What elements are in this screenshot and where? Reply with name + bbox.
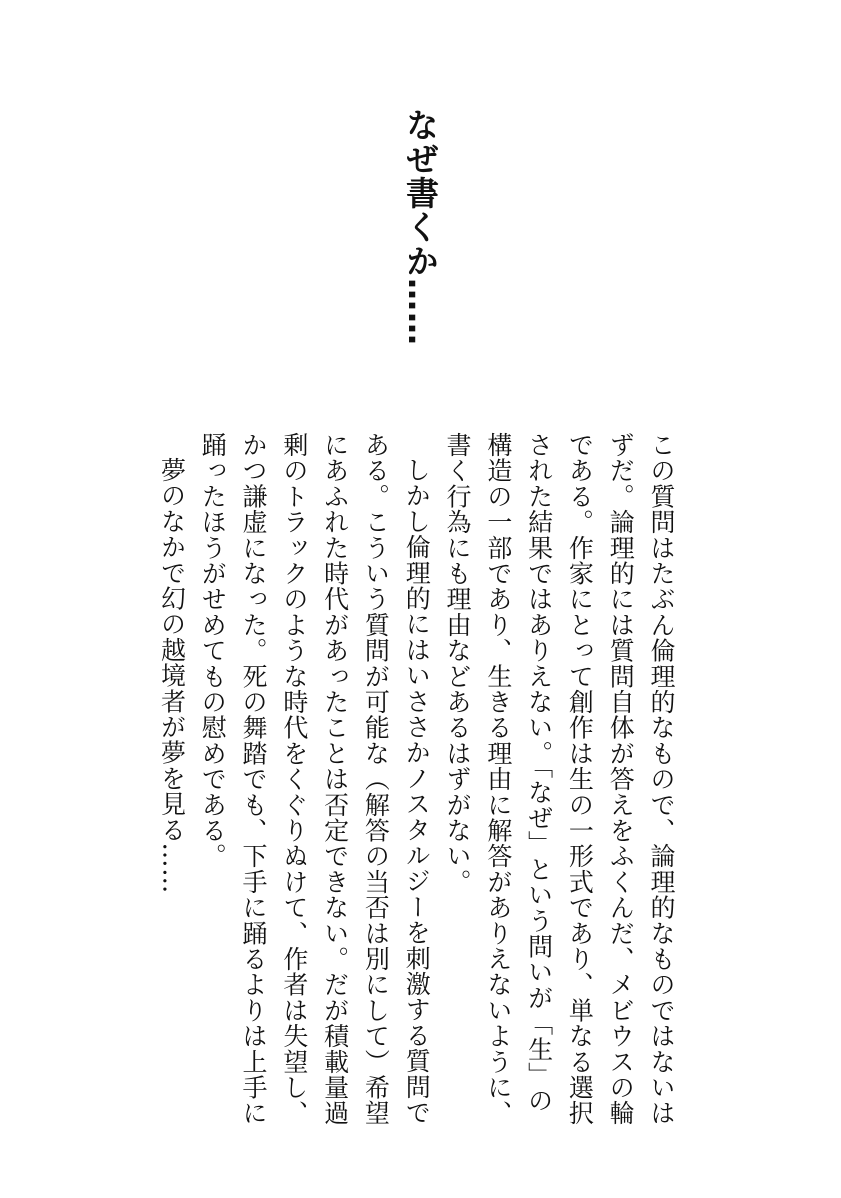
paragraph-1: この質問はたぶん倫理的なもので、論理的なものではないはずだ。論理的には質問自体が答えをふくんだ、メビウスの輪である。作家にとって創作は生の一形式であり、単なる選択された結果ではありえない。「なぜ」という問いが「生」の構造の一部であり、生きる理由に解答がありえないように、書く行為にも理由などあるはずがない。 <box>443 432 676 1126</box>
essay-body <box>151 432 681 1132</box>
paragraph-3: 夢のなかで幻の越境者が夢を見る…… <box>157 457 187 894</box>
document-title: なぜ書くか…… <box>401 108 440 346</box>
paragraph-2: しかし倫理的にはいささかノスタルジーを刺激する質問である。こういう質問が可能な（解答の当否は別にして）希望にあふれた時代があったことは否定できない。だが積載量過剰のトラックのような時代をくぐりぬけて、作者は失望し、かつ謙虚になった。死の舞踏でも、下手に踊るよりは上手に踊ったほうがせめてもの慰めである。 <box>198 432 432 1126</box>
